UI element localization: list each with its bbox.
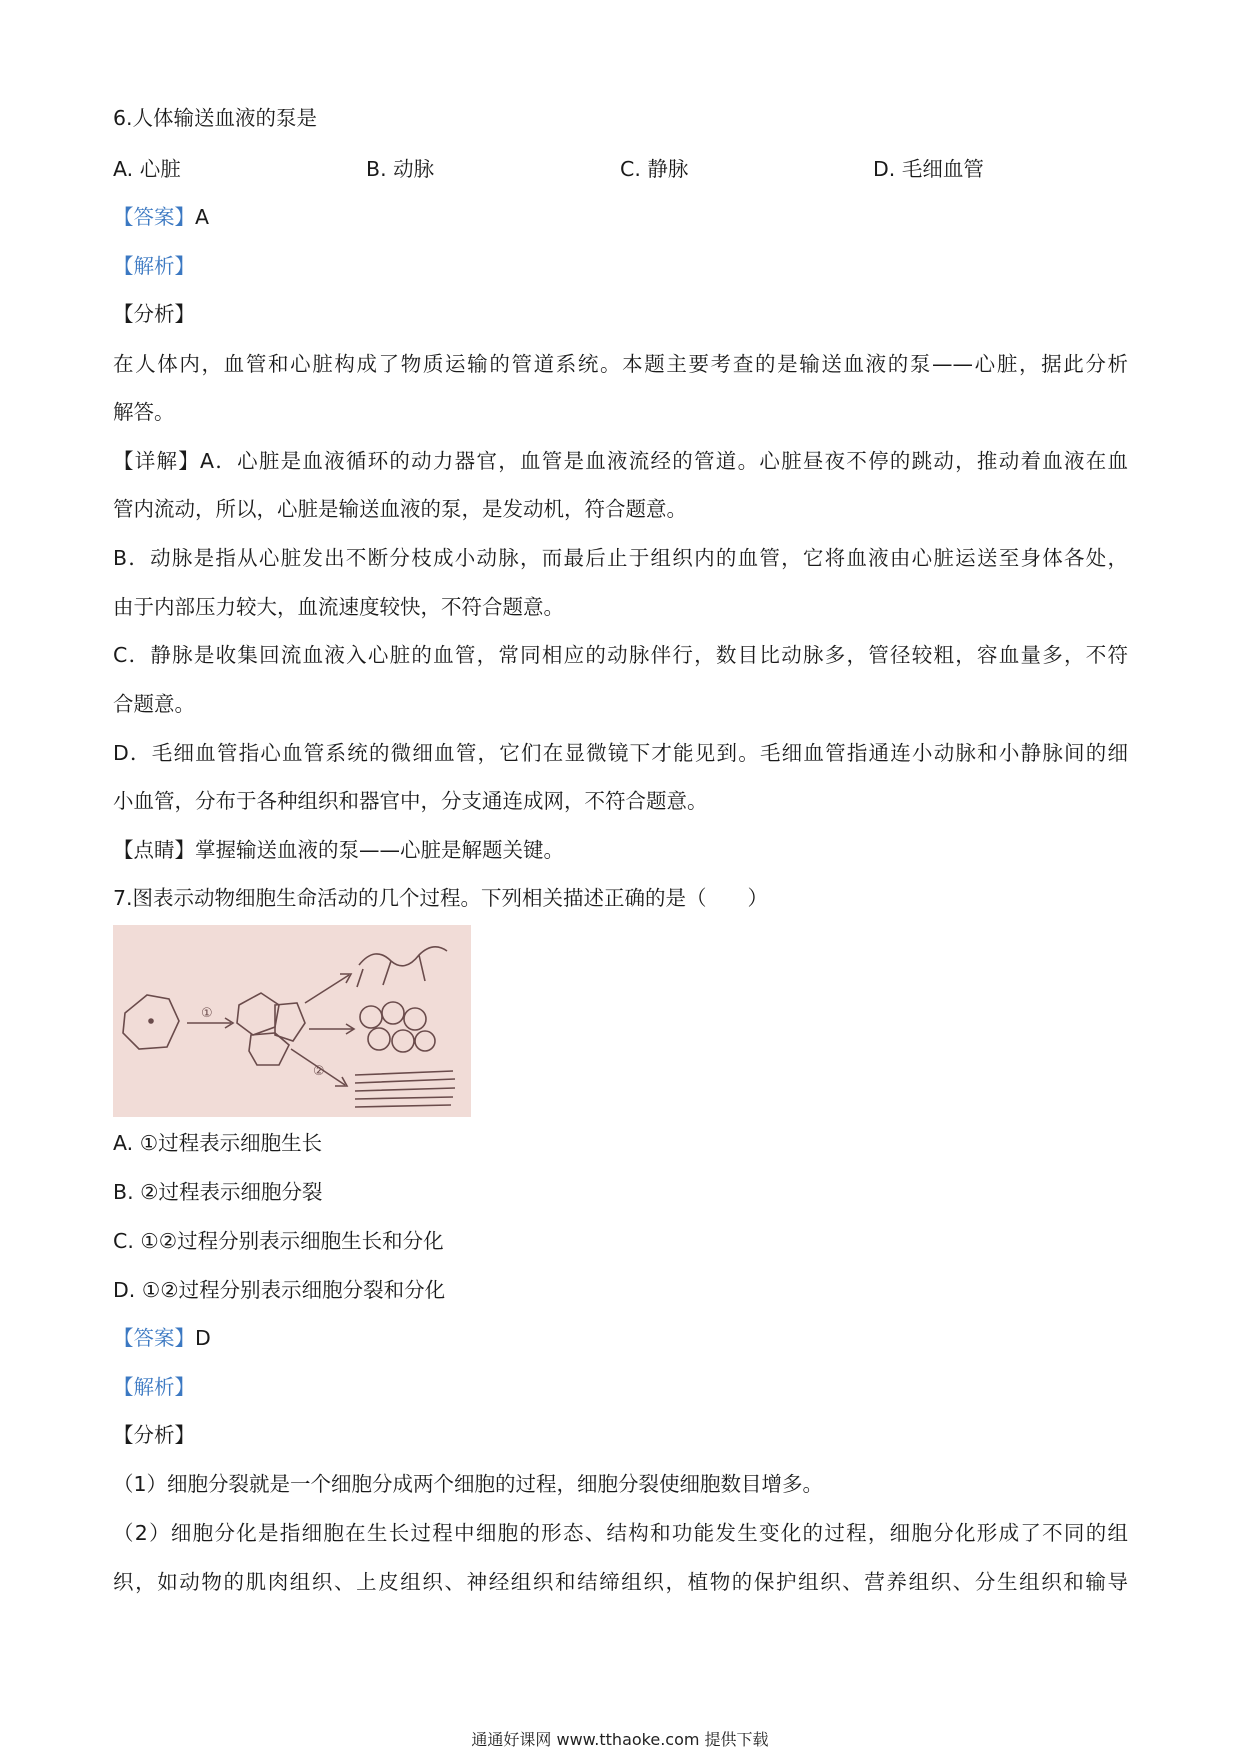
epithelial-cell	[415, 1031, 435, 1051]
page-footer: 通通好课网 www.tthaoke.com 提供下载	[471, 1730, 769, 1749]
q7-analysis-tag: 【解析】	[113, 1375, 195, 1399]
q6-detail-line1: 【详解】A．心脏是血液循环的动力器官，血管是血液流经的管道。心脏昼夜不停的跳动，推动着血液在血	[113, 449, 1128, 473]
answer-value: D	[195, 1326, 211, 1350]
q6-c-line2: 合题意。	[113, 692, 195, 716]
q6-c-line1: C．静脉是收集回流血液入心脏的血管，常同相应的动脉伴行，数目比动脉多，管径较粗，容血量多，不符	[113, 643, 1128, 667]
arrow-to-nerve	[305, 975, 349, 1003]
q6-option-d[interactable]: D. 毛细血管	[873, 157, 984, 181]
q7-point-1: （1）细胞分裂就是一个细胞分成两个细胞的过程，细胞分裂使细胞数目增多。	[113, 1472, 824, 1496]
q7-stem: 7.图表示动物细胞生命活动的几个过程。下列相关描述正确的是（ ）	[113, 886, 769, 910]
answer-value: A	[195, 205, 210, 229]
answer-tag: 【答案】	[113, 205, 195, 229]
q6-detail-line2: 管内流动，所以，心脏是输送血液的泵，是发动机，符合题意。	[113, 497, 687, 521]
epithelial-cell	[360, 1006, 382, 1028]
q7-option-c[interactable]: C. ①②过程分别表示细胞生长和分化	[113, 1229, 444, 1253]
q6-dianjing: 【点睛】掌握输送血液的泵——心脏是解题关键。	[113, 838, 564, 862]
answer-tag: 【答案】	[113, 1326, 195, 1350]
q7-option-a[interactable]: A. ①过程表示细胞生长	[113, 1131, 323, 1155]
q6-fenxi-line2: 解答。	[113, 400, 175, 424]
q6-d-line1: D．毛细血管指心血管系统的微细血管，它们在显微镜下才能见到。毛细血管指通连小动脉和小静脉间的细	[113, 741, 1128, 765]
q6-fenxi-tag: 【分析】	[113, 302, 195, 326]
epithelial-cell	[392, 1030, 414, 1052]
arrow-to-nerve-head	[340, 974, 351, 983]
q7-option-d[interactable]: D. ①②过程分别表示细胞分裂和分化	[113, 1278, 446, 1302]
epithelial-cell	[404, 1008, 426, 1030]
q6-analysis-tag: 【解析】	[113, 254, 195, 278]
mark-1: ①	[201, 1006, 213, 1021]
q6-b-line2: 由于内部压力较大，血流速度较快，不符合题意。	[113, 595, 564, 619]
q6-b-line1: B．动脉是指从心脏发出不断分枝成小动脉，而最后止于组织内的血管，它将血液由心脏运送至身体各处，	[113, 546, 1128, 570]
q7-point-2-line2: 织，如动物的肌肉组织、上皮组织、神经组织和结缔组织，植物的保护组织、营养组织、分生组织和输导	[113, 1570, 1128, 1594]
q6-option-c[interactable]: C. 静脉	[620, 157, 689, 181]
q7-fenxi-tag: 【分析】	[113, 1423, 195, 1447]
q7-answer	[113, 1324, 211, 1352]
q6-d-line2: 小血管，分布于各种组织和器官中，分支通连成网，不符合题意。	[113, 789, 708, 813]
q6-fenxi-line1: 在人体内，血管和心脏构成了物质运输的管道系统。本题主要考查的是输送血液的泵——心脏，据此分析	[113, 352, 1128, 376]
mark-2: ②	[313, 1064, 325, 1079]
divided-cell-1	[237, 993, 279, 1035]
cell-diagram	[113, 925, 471, 1117]
epithelial-cell	[368, 1028, 390, 1050]
q6-stem: 6.人体输送血液的泵是	[113, 106, 318, 130]
cell-process-figure	[113, 925, 471, 1117]
q7-option-b[interactable]: B. ②过程表示细胞分裂	[113, 1180, 323, 1204]
q7-point-2-line1: （2）细胞分化是指细胞在生长过程中细胞的形态、结构和功能发生变化的过程，细胞分化形成了不同的组	[113, 1521, 1128, 1545]
nerve-tissue	[357, 947, 447, 987]
q6-option-b[interactable]: B. 动脉	[366, 157, 435, 181]
cell-nucleus	[149, 1019, 153, 1023]
q6-answer	[113, 203, 209, 231]
muscle-tissue	[355, 1071, 455, 1107]
divided-cell-2	[275, 1003, 305, 1041]
q6-option-a[interactable]: A. 心脏	[113, 157, 181, 181]
epithelial-cell	[382, 1002, 404, 1024]
